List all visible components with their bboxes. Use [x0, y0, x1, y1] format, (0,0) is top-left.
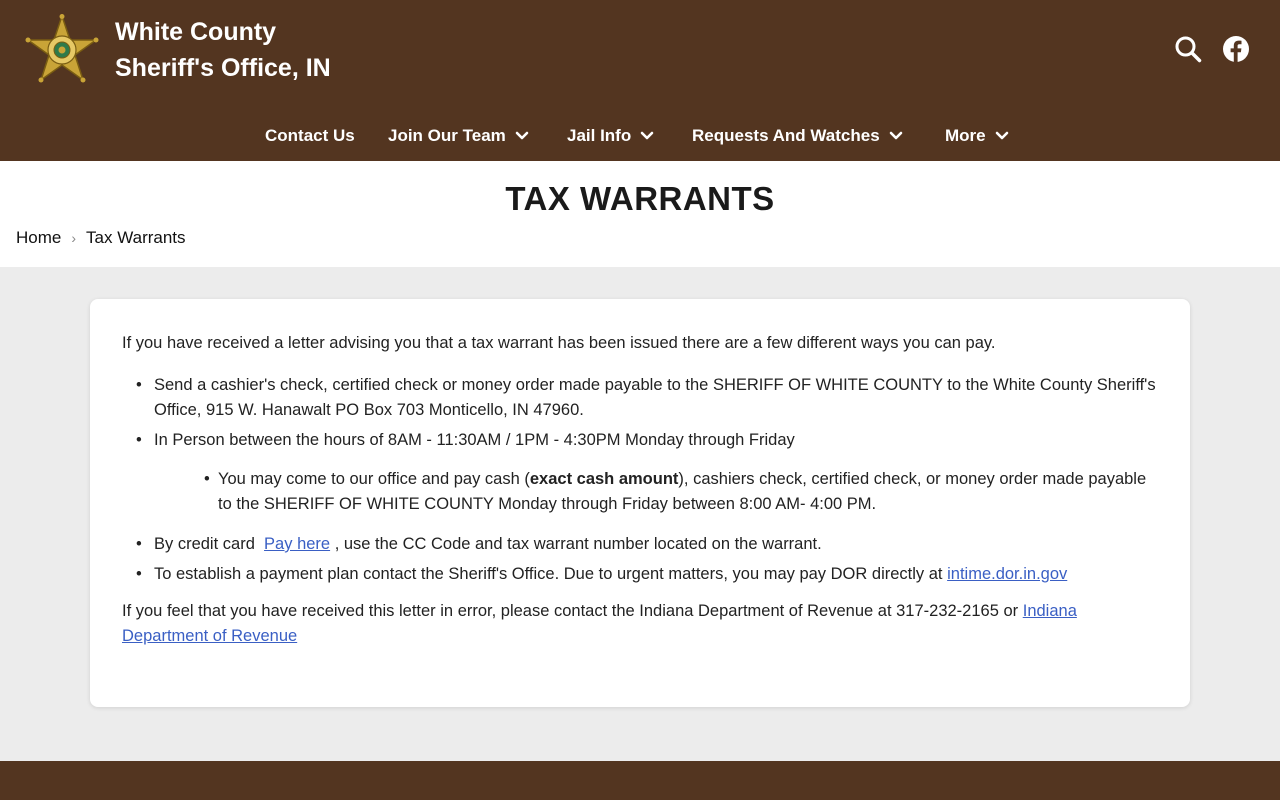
site-title[interactable]	[115, 14, 331, 86]
list-item-text: By credit card	[154, 535, 255, 553]
chevron-right-icon: ›	[71, 230, 77, 246]
nav-requests-and-watches[interactable]	[692, 118, 903, 154]
nav-more[interactable]	[945, 118, 1009, 154]
list-item-text: In Person between the hours of 8AM - 11:30AM / 1PM - 4:30PM Monday through Friday	[154, 431, 795, 449]
breadcrumb-current: Tax Warrants	[86, 228, 186, 247]
nav-jail-info[interactable]	[567, 118, 654, 154]
list-item-text-after: , use the CC Code and tax warrant number located on the warrant.	[334, 535, 822, 553]
nav-label: More	[945, 126, 986, 145]
in-person-sublist	[154, 467, 1158, 517]
list-item-text: To establish a payment plan contact the Sheriff's Office. Due to urgent matters, you may pay DOR directly at	[154, 565, 943, 583]
page-title-bar	[0, 161, 1280, 267]
site-title-line2: Sheriff's Office, IN	[115, 54, 331, 82]
list-item	[122, 373, 1158, 423]
page-title: TAX WARRANTS	[505, 180, 775, 217]
search-icon[interactable]	[1174, 35, 1202, 63]
list-item	[122, 532, 1158, 557]
breadcrumb-home-link[interactable]: Home	[16, 228, 62, 247]
nav-label: Join Our Team	[388, 126, 506, 145]
breadcrumb	[16, 228, 186, 248]
sub-text-after: ), cashiers check, certified check, or money order made payable to the SHERIFF OF WHITE COUNTY Monday through Friday between 8:00 AM- 4:00 PM.	[218, 470, 1147, 513]
sub-list-item	[154, 467, 1158, 517]
list-item	[122, 562, 1158, 587]
sheriff-star-badge-icon[interactable]	[25, 14, 99, 86]
chevron-down-icon	[515, 131, 529, 141]
site-header	[0, 0, 1280, 161]
site-footer	[0, 761, 1280, 800]
facebook-icon[interactable]	[1222, 35, 1250, 63]
chevron-down-icon	[889, 131, 903, 141]
content-card	[90, 299, 1190, 707]
outro-text-before: If you feel that you have received this letter in error, please contact the Indiana Department of Revenue at 317-232-2165 or	[122, 602, 1019, 620]
nav-label: Contact Us	[265, 126, 355, 145]
payment-options-list	[122, 373, 1158, 587]
chevron-down-icon	[640, 131, 654, 141]
nav-contact-us[interactable]	[265, 118, 355, 154]
sub-text-before: You may come to our office and pay cash (	[218, 470, 530, 488]
indiana-dor-link[interactable]: Indiana Department of Revenue	[122, 602, 1077, 645]
site-title-line1: White County	[115, 18, 277, 46]
nav-label: Requests And Watches	[692, 126, 880, 145]
outro-text	[122, 599, 1158, 649]
sub-text-bold: exact cash amount	[529, 470, 679, 488]
intro-text: If you have received a letter advising you that a tax warrant has been issued there are a few different ways you can pay.	[122, 334, 996, 352]
list-item	[122, 428, 1158, 517]
nav-label: Jail Info	[567, 126, 632, 145]
pay-here-link[interactable]: Pay here	[264, 535, 331, 553]
main-nav	[0, 118, 1280, 154]
chevron-down-icon	[995, 131, 1009, 141]
intime-dor-link[interactable]: intime.dor.in.gov	[947, 565, 1068, 583]
list-item-text: Send a cashier's check, certified check or money order made payable to the SHERIFF OF WHITE COUNTY to the White County Sheriff's Office, 915 W. Hanawalt PO Box 703 Monticello, IN 47960.	[154, 376, 1156, 419]
nav-join-our-team[interactable]	[388, 118, 529, 154]
